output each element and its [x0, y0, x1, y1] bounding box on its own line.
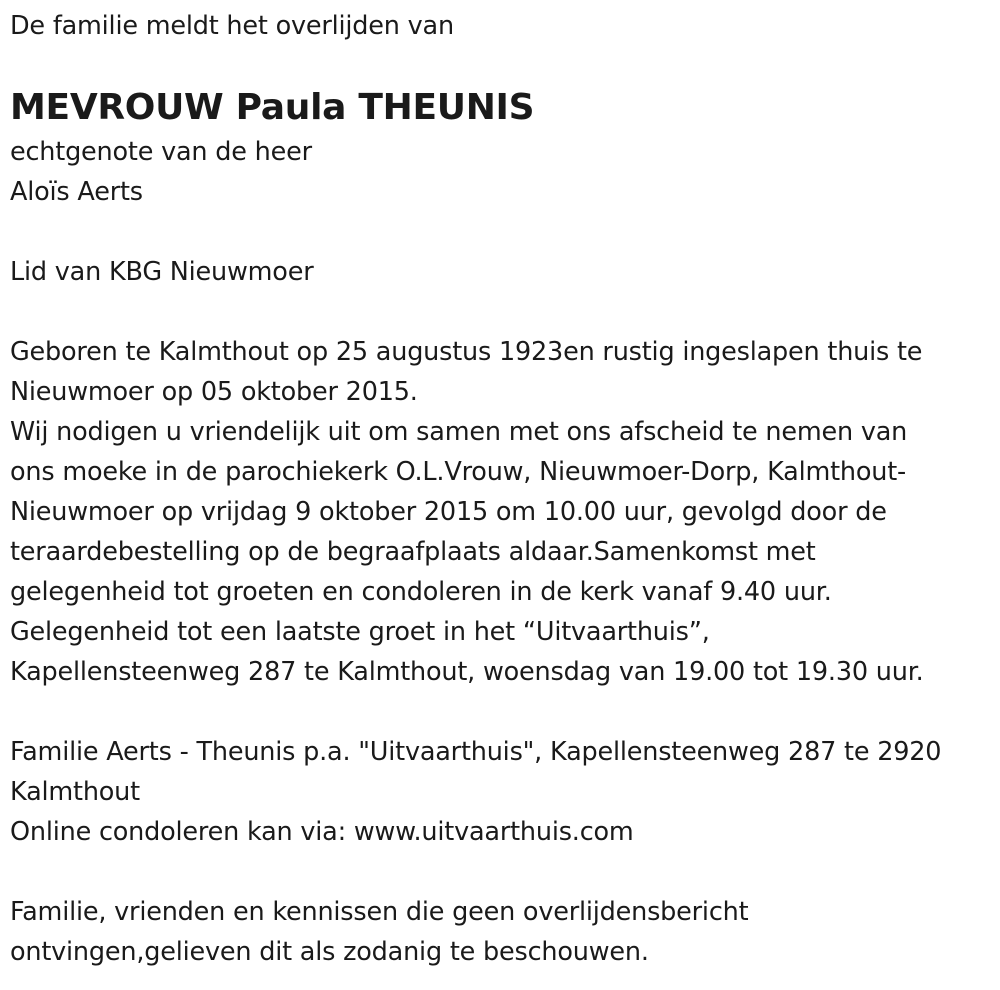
intro-text: De familie meldt het overlijden van — [10, 11, 454, 41]
online-condolence-line: Online condoleren kan via: www.uitvaarthuis.com — [10, 817, 634, 847]
body-line: teraardebestelling op de begraafplaats aldaar.Samenkomst met — [10, 537, 816, 567]
body-line: Geboren te Kalmthout op 25 augustus 1923en rustig ingeslapen thuis te — [10, 337, 923, 367]
spacer — [10, 692, 990, 732]
membership-line: Lid van KBG Nieuwmoer — [10, 257, 314, 287]
deceased-name: MEVROUW Paula THEUNIS — [10, 87, 535, 128]
body-line: ons moeke in de parochiekerk O.L.Vrouw, Nieuwmoer-Dorp, Kalmthout- — [10, 457, 907, 487]
contact-line: Familie Aerts - Theunis p.a. "Uitvaarthuis", Kapellensteenweg 287 te 2920 — [10, 737, 942, 767]
body-line: Gelegenheid tot een laatste groet in het “Uitvaarthuis”, — [10, 617, 710, 647]
spouse-line: echtgenote van de heer — [10, 137, 312, 167]
closing-line: ontvingen,gelieven dit als zodanig te beschouwen. — [10, 937, 649, 967]
spacer — [10, 292, 990, 332]
spouse-name: Aloïs Aerts — [10, 177, 143, 207]
body-line: Wij nodigen u vriendelijk uit om samen met ons afscheid te nemen van — [10, 417, 908, 447]
contact-line: Kalmthout — [10, 777, 140, 807]
obituary-notice — [10, 8, 990, 972]
spacer — [10, 212, 990, 252]
body-line: Kapellensteenweg 287 te Kalmthout, woensdag van 19.00 tot 19.30 uur. — [10, 657, 924, 687]
body-line: Nieuwmoer op 05 oktober 2015. — [10, 377, 418, 407]
body-line: Nieuwmoer op vrijdag 9 oktober 2015 om 10.00 uur, gevolgd door de — [10, 497, 887, 527]
closing-line: Familie, vrienden en kennissen die geen overlijdensbericht — [10, 897, 749, 927]
spacer — [10, 852, 990, 892]
body-line: gelegenheid tot groeten en condoleren in de kerk vanaf 9.40 uur. — [10, 577, 832, 607]
